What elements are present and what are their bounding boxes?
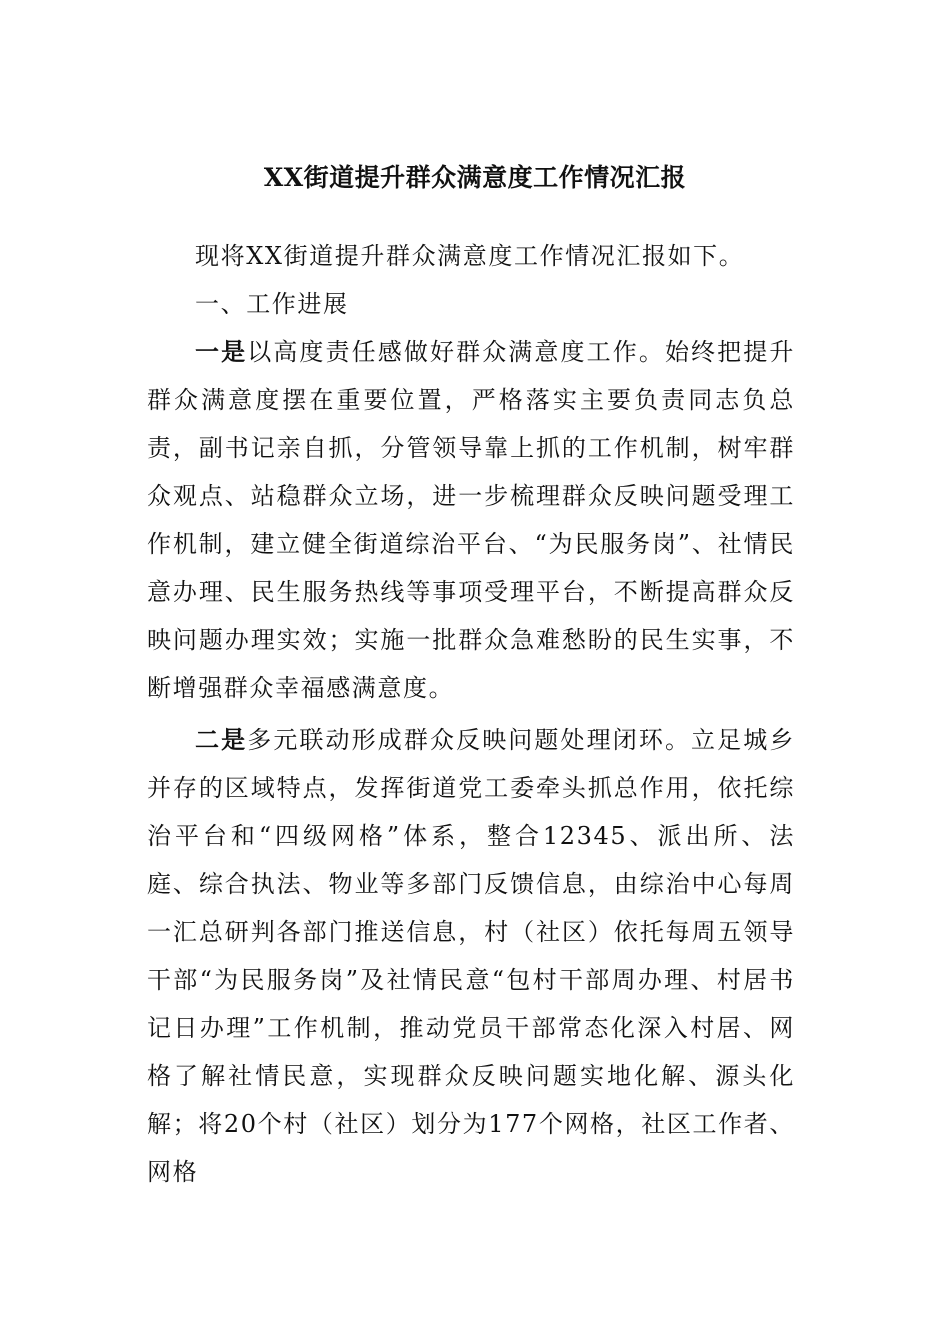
paragraph-one [147, 328, 795, 712]
paragraph-one-lead: 一是 [195, 337, 248, 366]
intro-paragraph: 现将XX街道提升群众满意度工作情况汇报如下。 [195, 242, 745, 270]
paragraph-two-text: 多元联动形成群众反映问题处理闭环。立足城乡并存的区域特点，发挥街道党工委牵头抓总作用，依托综治平台和“四级网格”体系，整合12345、派出所、法庭、综合执法、物业等多部门反馈信息，由综治中心每周一汇总研判各部门推送信息，村（社区）依托每周五领导干部“为民服务岗”及社情民意“包村干部周办理、村居书记日办理”工作机制，推动党员干部常态化深入村居、网格了解社情民意，实现群众反映问题实地化解、源头化解；将20个村（社区）划分为177个网格，社区工作者、网格 [147, 726, 795, 1186]
section-heading: 一、工作进展 [195, 290, 349, 318]
document-title: XX街道提升群众满意度工作情况汇报 [263, 163, 687, 192]
paragraph-two-lead: 二是 [195, 725, 248, 754]
paragraph-one-text: 以高度责任感做好群众满意度工作。始终把提升群众满意度摆在重要位置，严格落实主要负责同志负总责，副书记亲自抓，分管领导靠上抓的工作机制，树牢群众观点、站稳群众立场，进一步梳理群众反映问题受理工作机制，建立健全街道综治平台、“为民服务岗”、社情民意办理、民生服务热线等事项受理平台，不断提高群众反映问题办理实效；实施一批群众急难愁盼的民生实事，不断增强群众幸福感满意度。 [147, 338, 795, 702]
document-body [147, 232, 795, 1196]
paragraph-two [147, 716, 795, 1196]
